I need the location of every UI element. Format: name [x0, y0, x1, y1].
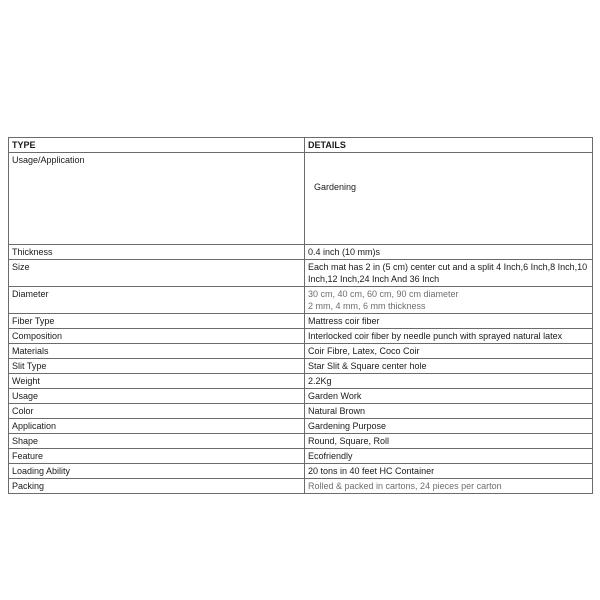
details-line: Natural Brown — [308, 406, 366, 416]
row-type-cell: Slit Type — [9, 359, 305, 374]
row-type-cell: Color — [9, 404, 305, 419]
row-details-cell — [305, 419, 593, 434]
row-type-cell: Loading Ability — [9, 464, 305, 479]
row-type-cell: Packing — [9, 479, 305, 494]
row-details-cell — [305, 153, 593, 245]
row-details-cell — [305, 389, 593, 404]
row-type-cell: Usage/Application — [9, 153, 305, 245]
details-line: Garden Work — [308, 391, 362, 401]
details-line: 20 tons in 40 feet HC Container — [308, 466, 435, 476]
table-row — [9, 314, 593, 329]
row-type-cell: Thickness — [9, 245, 305, 260]
table-row — [9, 449, 593, 464]
row-details-cell — [305, 374, 593, 389]
row-details-cell — [305, 329, 593, 344]
row-type-cell: Feature — [9, 449, 305, 464]
table-header-row — [9, 138, 593, 153]
table-row — [9, 404, 593, 419]
row-type-cell: Materials — [9, 344, 305, 359]
row-details-cell — [305, 464, 593, 479]
details-line: Gardening Purpose — [308, 421, 387, 431]
details-line: Gardening — [314, 182, 357, 192]
row-type-cell: Weight — [9, 374, 305, 389]
details-line: Star Slit & Square center hole — [308, 361, 427, 371]
row-details-cell — [305, 287, 593, 314]
row-details-cell — [305, 245, 593, 260]
table-row — [9, 434, 593, 449]
table-row — [9, 153, 593, 245]
row-type-cell: Fiber Type — [9, 314, 305, 329]
details-line: Ecofriendly — [308, 451, 353, 461]
table-row — [9, 260, 593, 287]
row-type-cell: Composition — [9, 329, 305, 344]
row-details-cell — [305, 404, 593, 419]
row-details-cell — [305, 434, 593, 449]
table-row — [9, 359, 593, 374]
row-details-cell — [305, 479, 593, 494]
table-row — [9, 479, 593, 494]
details-line: 30 cm, 40 cm, 60 cm, 90 cm diameter — [308, 289, 459, 299]
row-type-cell: Size — [9, 260, 305, 287]
row-type-cell: Application — [9, 419, 305, 434]
table-row — [9, 464, 593, 479]
details-line: Coir Fibre, Latex, Coco Coir — [308, 346, 420, 356]
details-line: 2 mm, 4 mm, 6 mm thickness — [308, 301, 426, 311]
row-details-cell — [305, 344, 593, 359]
row-details-cell — [305, 314, 593, 329]
details-line: Rolled & packed in cartons, 24 pieces per carton — [308, 481, 502, 491]
details-line: 2.2Kg — [308, 376, 332, 386]
column-header-details: DETAILS — [305, 138, 593, 153]
table-row — [9, 245, 593, 260]
details-line: Each mat has 2 in (5 cm) center cut and a split 4 Inch,6 Inch,8 Inch,10 Inch,12 Inch,24 Inch And 36 Inch — [308, 262, 588, 284]
table-row — [9, 419, 593, 434]
specifications-table — [8, 137, 593, 494]
table-row — [9, 389, 593, 404]
details-line: 0.4 inch (10 mm)s — [308, 247, 381, 257]
row-details-cell — [305, 359, 593, 374]
row-details-cell — [305, 260, 593, 287]
table-row — [9, 344, 593, 359]
table-row — [9, 329, 593, 344]
row-details-cell — [305, 449, 593, 464]
row-type-cell: Diameter — [9, 287, 305, 314]
row-type-cell: Shape — [9, 434, 305, 449]
table-row — [9, 287, 593, 314]
row-type-cell: Usage — [9, 389, 305, 404]
table-row — [9, 374, 593, 389]
details-line: Interlocked coir fiber by needle punch with sprayed natural latex — [308, 331, 563, 341]
column-header-type: TYPE — [9, 138, 305, 153]
details-line: Mattress coir fiber — [308, 316, 380, 326]
details-line: Round, Square, Roll — [308, 436, 390, 446]
